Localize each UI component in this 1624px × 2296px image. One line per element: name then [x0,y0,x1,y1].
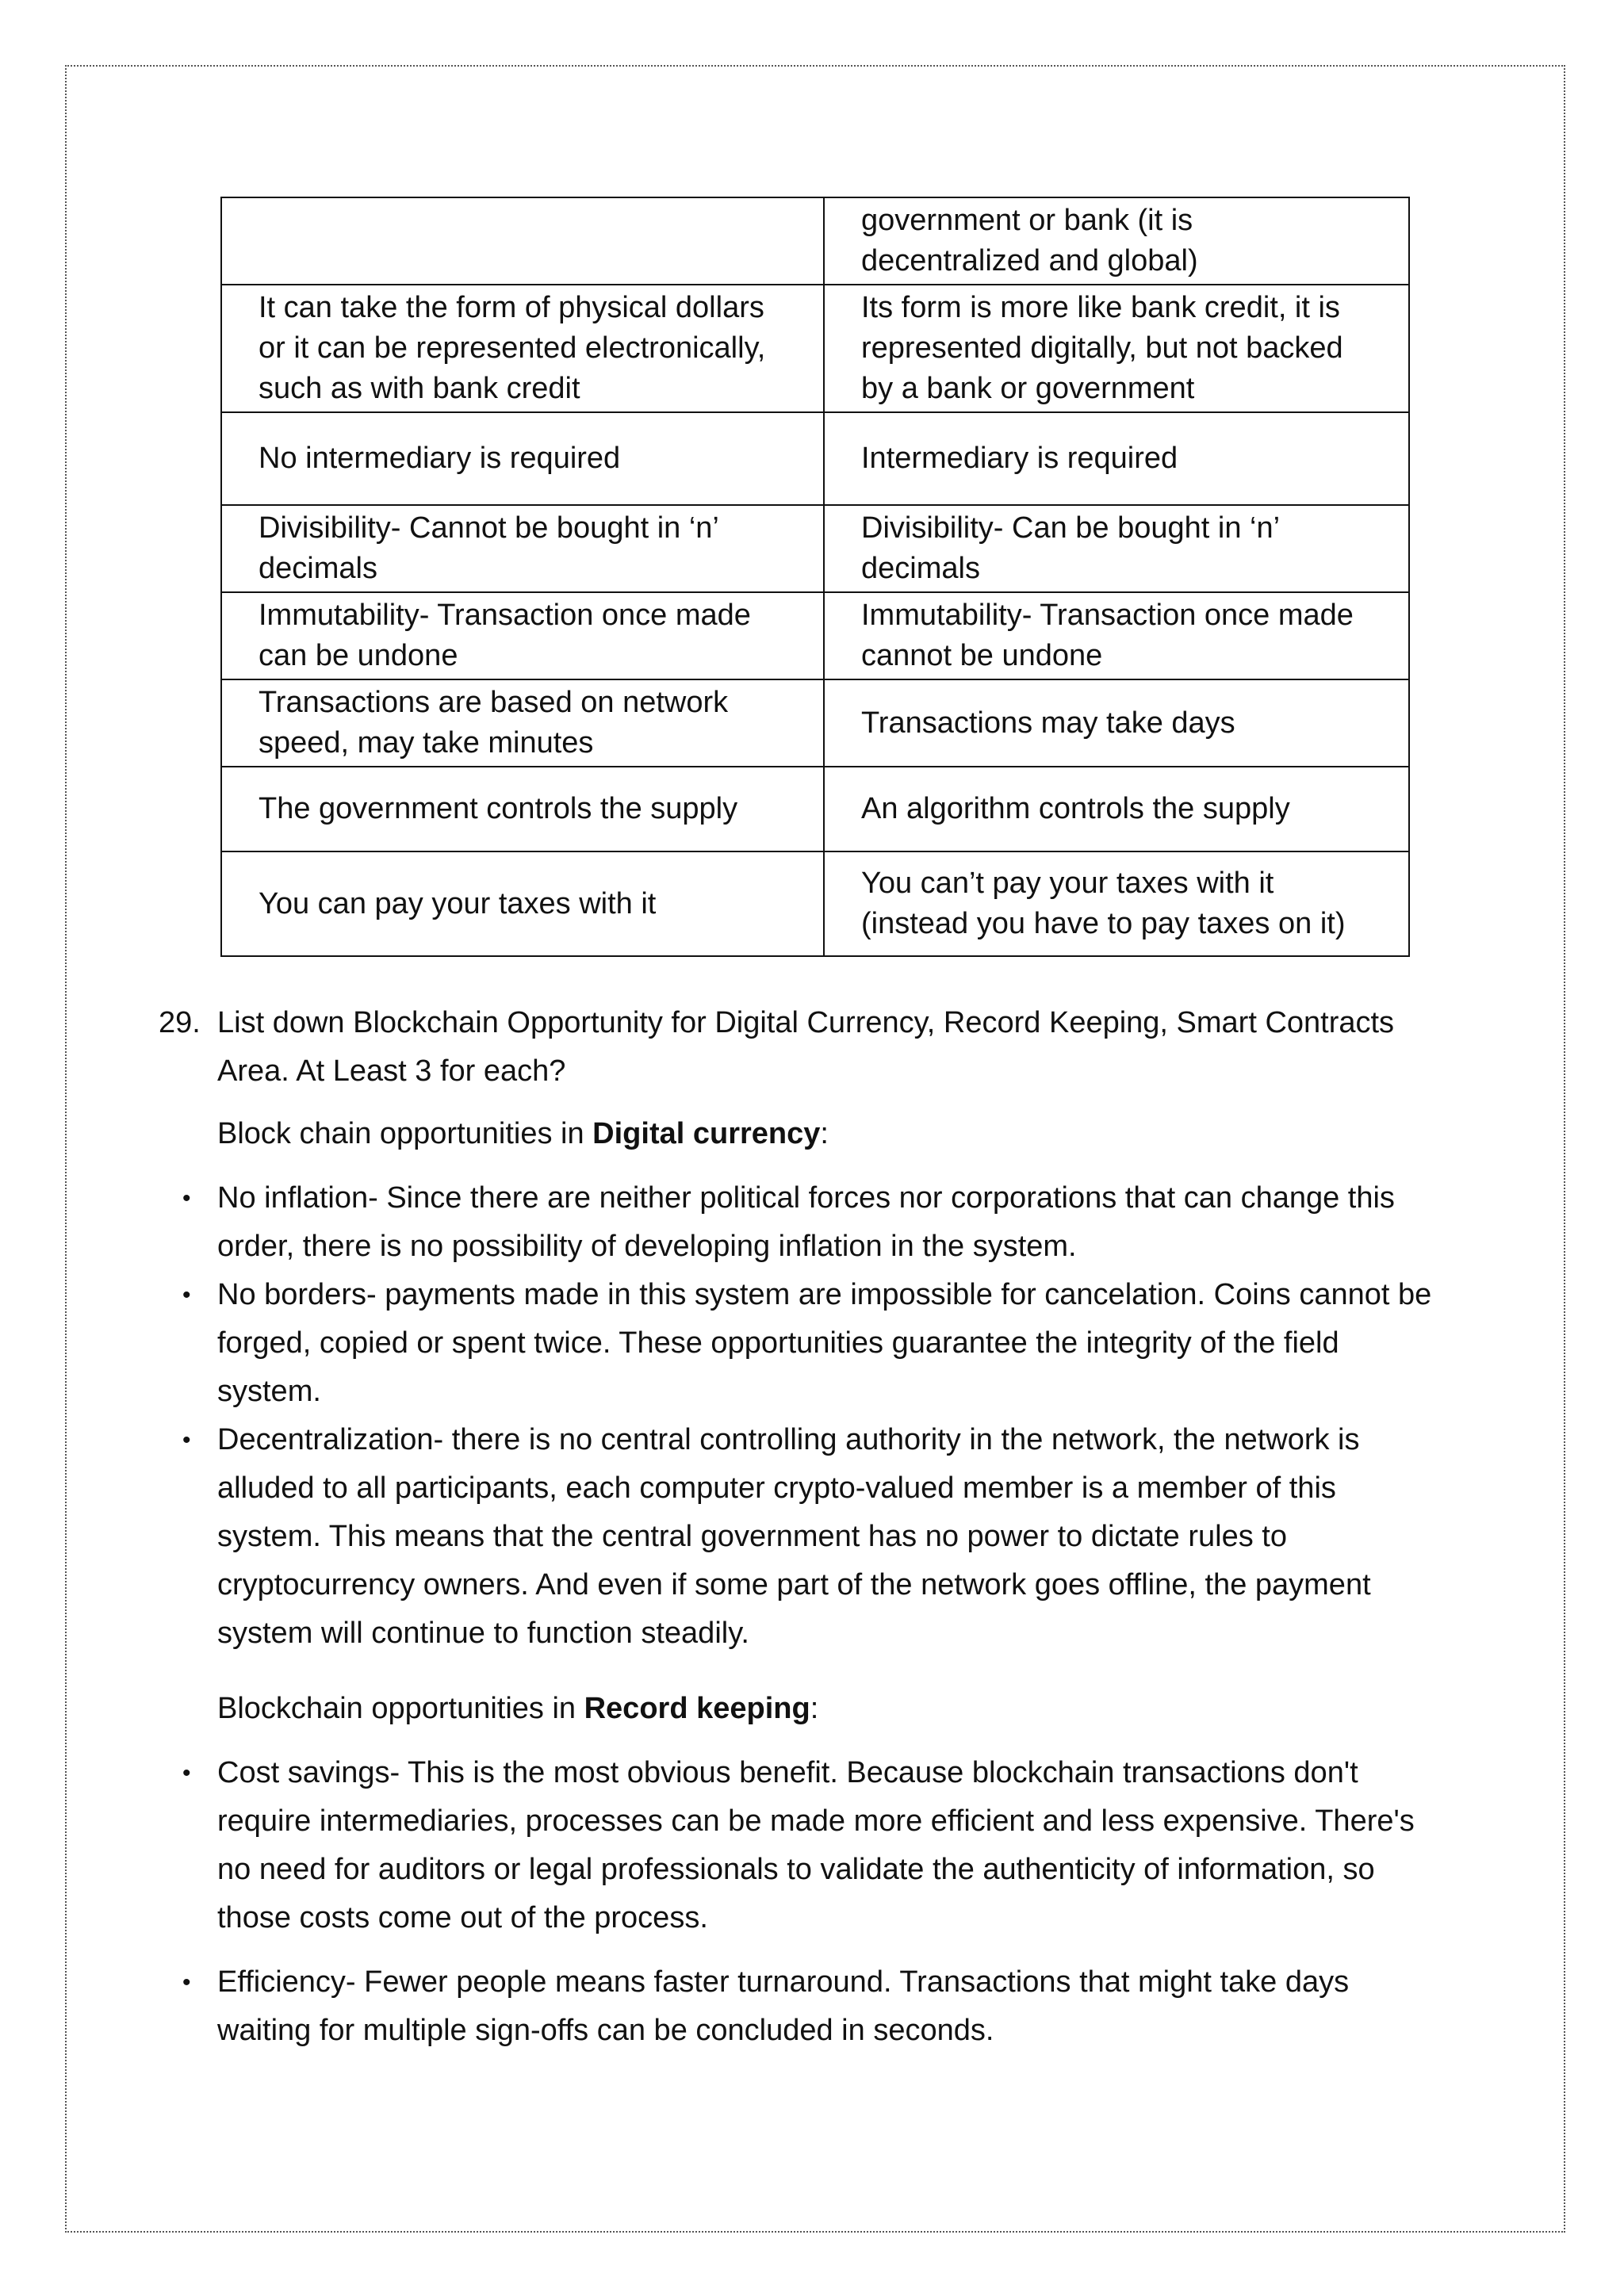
heading-topic: Record keeping [584,1692,810,1725]
table-cell-fiat: Immutability- Transaction once made can be undone [221,592,824,679]
list-item [159,1271,1443,1416]
answer-content [159,999,1443,2071]
table-cell-fiat: The government controls the supply [221,767,824,851]
table-cell-fiat [221,197,824,285]
list-item-text: Efficiency- Fewer people means faster turnaround. Transactions that might take days waiting for multiple sign-offs can be concluded in seconds. [217,1965,1350,2047]
heading-suffix: : [820,1117,829,1150]
heading-suffix: : [810,1692,819,1725]
table-cell-crypto: Its form is more like bank credit, it is represented digitally, but not backed by a bank or government [824,285,1409,412]
table-cell-crypto: government or bank (it is decentralized and global) [824,197,1409,285]
question-29 [159,999,1443,1096]
list-item [159,1416,1443,1658]
table-row [221,197,1409,285]
table-row [221,679,1409,767]
table-row [221,285,1409,412]
table-cell-fiat: No intermediary is required [221,412,824,505]
table-cell-crypto: Transactions may take days [824,679,1409,767]
question-text: List down Blockchain Opportunity for Digital Currency, Record Keeping, Smart Contracts Area. At Least 3 for each? [217,1006,1395,1088]
table-cell-crypto: Divisibility- Can be bought in ‘n’ decimals [824,505,1409,592]
table-cell-fiat: Transactions are based on network speed, may take minutes [221,679,824,767]
table-cell-fiat: Divisibility- Cannot be bought in ‘n’ decimals [221,505,824,592]
table-row [221,592,1409,679]
record-keeping-list [159,1749,1443,2055]
list-item-text: No borders- payments made in this system are impossible for cancelation. Coins cannot be forged, copied or spent twice. These opportunities guarantee the integrity of the field system. [217,1278,1432,1408]
list-item-text: Cost savings- This is the most obvious benefit. Because blockchain transactions don't require intermediaries, processes can be made more efficient and less expensive. There's no need for auditors or legal professionals to validate the authenticity of information, so those costs come out of the process. [217,1756,1415,1934]
list-item-text: Decentralization- there is no central controlling authority in the network, the network is alluded to all participants, each computer crypto-valued member is a member of this system. This means that the central government has no power to dictate rules to cryptocurrency owners. And even if some part of the network goes offline, the payment system will continue to function steadily. [217,1423,1371,1650]
bullet-icon: • [182,1969,191,1996]
record-keeping-heading [159,1685,1443,1733]
table-row [221,412,1409,505]
bullet-icon: • [182,1760,191,1786]
bullet-icon: • [182,1427,191,1453]
table-cell-fiat: You can pay your taxes with it [221,851,824,956]
list-item [159,1958,1443,2055]
list-item [159,1749,1443,1942]
question-number: 29. [159,1006,201,1039]
table-cell-crypto: Intermediary is required [824,412,1409,505]
table-cell-crypto: An algorithm controls the supply [824,767,1409,851]
list-item-text: No inflation- Since there are neither political forces nor corporations that can change this order, there is no possibility of developing inflation in the system. [217,1181,1395,1263]
bullet-icon: • [182,1282,191,1308]
bullet-icon: • [182,1185,191,1211]
heading-intro: Blockchain opportunities in [217,1692,584,1725]
table-cell-fiat: It can take the form of physical dollars or it can be represented electronically, such as with bank credit [221,285,824,412]
digital-currency-heading [159,1110,1443,1158]
heading-intro: Block chain opportunities in [217,1117,593,1150]
table-row [221,851,1409,956]
list-item [159,1174,1443,1271]
table-cell-crypto: You can’t pay your taxes with it (instead you have to pay taxes on it) [824,851,1409,956]
comparison-table [220,197,1410,957]
digital-currency-list [159,1174,1443,1658]
table-row [221,505,1409,592]
table-row [221,767,1409,851]
table-cell-crypto: Immutability- Transaction once made cannot be undone [824,592,1409,679]
heading-topic: Digital currency [592,1117,821,1150]
